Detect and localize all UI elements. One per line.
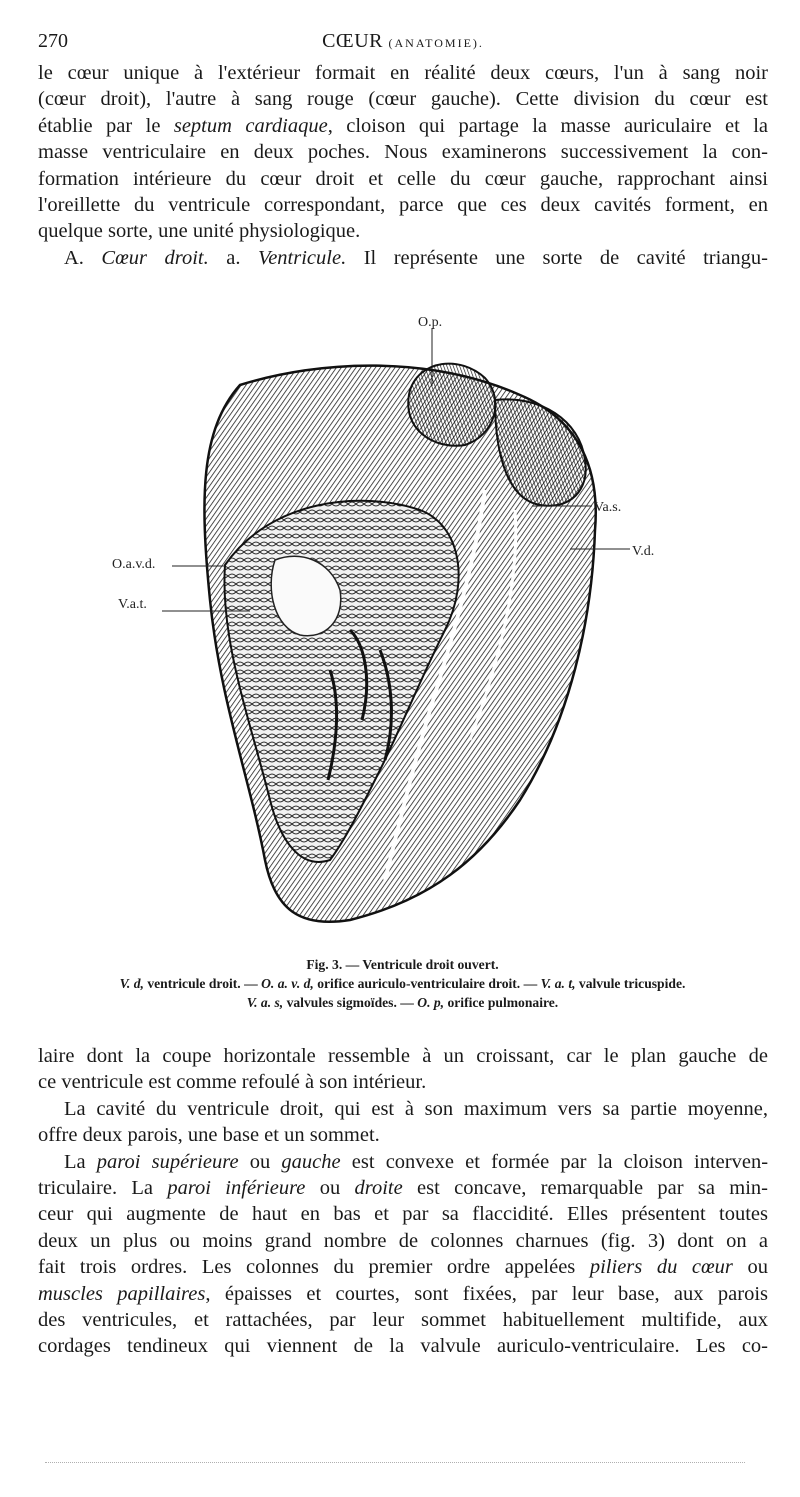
text-line — [38, 139, 768, 165]
text-run: , cloison qui partage la masse auriculaire et la — [327, 114, 768, 137]
pulmonary-trunk — [408, 364, 495, 446]
label-vd: V.d. — [632, 544, 655, 559]
text-line — [38, 60, 768, 86]
running-head — [38, 30, 768, 53]
footer-dotted-rule — [45, 1462, 745, 1463]
text-run: ceur qui augmente de haut en bas et par sa flaccidité. Elles présentent toutes — [38, 1203, 768, 1226]
text-run: La — [64, 1150, 97, 1173]
text-line — [38, 113, 768, 139]
text-line — [38, 1228, 768, 1254]
italic-text: paroi inférieure — [167, 1176, 306, 1199]
text-line — [38, 1149, 768, 1175]
italic-text: O. a. v. d, — [261, 976, 314, 991]
running-head-title: CŒUR — [322, 30, 383, 52]
italic-text: paroi supérieure — [96, 1150, 239, 1173]
text-run: est convexe et formée par la cloison interven- — [340, 1150, 768, 1173]
text-line — [38, 1175, 768, 1201]
italic-text: piliers du cœur — [589, 1256, 733, 1279]
caption-legend-line-2 — [30, 995, 775, 1014]
italic-text: muscles papillaires — [38, 1282, 206, 1305]
heart-engraving — [100, 300, 700, 950]
text-run: ou — [732, 1256, 768, 1279]
text-run: , épaisses et courtes, sont fixées, par leur base, aux parois — [205, 1282, 768, 1305]
text-line — [38, 1307, 768, 1333]
label-vat: V.a.t. — [118, 597, 147, 612]
text-line — [38, 1069, 768, 1095]
text-run: valvules sigmoïdes. — — [283, 995, 418, 1010]
caption-title: Fig. 3. — Ventricule droit ouvert. — [306, 957, 499, 972]
text-run: orifice auriculo-ventriculaire droit. — — [313, 976, 541, 991]
italic-text: septum cardiaque — [173, 114, 328, 137]
text-run: quelque sorte, une unité physiologique. — [38, 220, 361, 243]
label-op: O.p. — [418, 315, 443, 330]
text-run: ce ventricule est comme refoulé à son intérieur. — [38, 1071, 427, 1094]
text-run: établie par le — [38, 114, 174, 137]
text-line — [38, 1096, 768, 1122]
text-block-bottom — [38, 1043, 768, 1360]
text-run: l'oreillette du ventricule correspondant, parce que ces deux cavités forment, en — [38, 193, 768, 216]
italic-text: V. d, — [119, 976, 144, 991]
text-run: masse ventriculaire en deux poches. Nous examinerons successivement la con- — [38, 141, 768, 164]
text-line — [38, 1201, 768, 1227]
text-line — [38, 192, 768, 218]
text-run: ou — [238, 1150, 282, 1173]
label-vas: Va.s. — [594, 500, 622, 515]
italic-text: droite — [354, 1176, 403, 1199]
text-run: A. — [64, 246, 102, 269]
text-line — [38, 1043, 768, 1069]
text-run: laire dont la coupe horizontale ressemble à un croissant, car le plan gauche de — [38, 1045, 768, 1067]
italic-text: V. a. s, — [246, 995, 284, 1010]
text-run: ou — [305, 1176, 355, 1199]
label-oavd: O.a.v.d. — [112, 557, 156, 572]
text-line — [38, 1333, 768, 1359]
running-head-section: (ANATOMIE). — [388, 36, 484, 50]
text-run: a. — [208, 246, 258, 269]
page-number: 270 — [38, 30, 68, 52]
text-run: cordages tendineux qui viennent de la valvule auriculo-ventriculaire. Les co- — [38, 1335, 768, 1358]
text-run: Il représente une sorte de cavité triangu- — [346, 246, 768, 269]
caption-legend-line-1 — [30, 976, 775, 995]
text-line — [38, 1122, 768, 1148]
text-line — [38, 1281, 768, 1307]
text-line — [38, 218, 768, 244]
text-run: orifice pulmonaire. — [444, 995, 559, 1010]
text-run: La cavité du ventricule droit, qui est à son maximum vers sa partie moyenne, — [64, 1097, 768, 1120]
text-run: offre deux parois, une base et un sommet. — [38, 1124, 380, 1147]
italic-text: O. p, — [417, 995, 445, 1010]
text-run: triculaire. La — [38, 1176, 168, 1199]
figure-caption — [30, 957, 775, 1014]
italic-text: V. a. t, — [540, 976, 576, 991]
text-run: ventricule droit. — — [143, 976, 262, 991]
text-run: (cœur droit), l'autre à sang rouge (cœur gauche). Cette division du cœur est — [38, 88, 768, 111]
text-run: fait trois ordres. Les colonnes du premier ordre appelées — [38, 1256, 590, 1279]
text-line — [38, 1254, 768, 1280]
text-line — [38, 245, 768, 271]
text-run: est concave, remarquable par sa min- — [402, 1176, 768, 1199]
page-header — [38, 30, 768, 56]
italic-text: Cœur droit. — [101, 246, 209, 269]
text-run: deux un plus ou moins grand nombre de colonnes charnues (fig. 3) dont on a — [38, 1229, 768, 1252]
italic-text: gauche — [281, 1150, 341, 1173]
text-run: des ventricules, et rattachées, par leur sommet habituellement multifide, aux — [38, 1308, 768, 1331]
italic-text: Ventricule. — [257, 246, 347, 269]
text-line — [38, 166, 768, 192]
text-run: valvule tricuspide. — [575, 976, 686, 991]
text-run: le cœur unique à l'extérieur formait en réalité deux cœurs, l'un à sang noir — [38, 62, 768, 84]
figure-heart-illustration — [100, 300, 700, 950]
text-line — [38, 86, 768, 112]
text-block-top — [38, 60, 768, 271]
text-run: formation intérieure du cœur droit et celle du cœur gauche, rapprochant ainsi — [38, 167, 768, 190]
